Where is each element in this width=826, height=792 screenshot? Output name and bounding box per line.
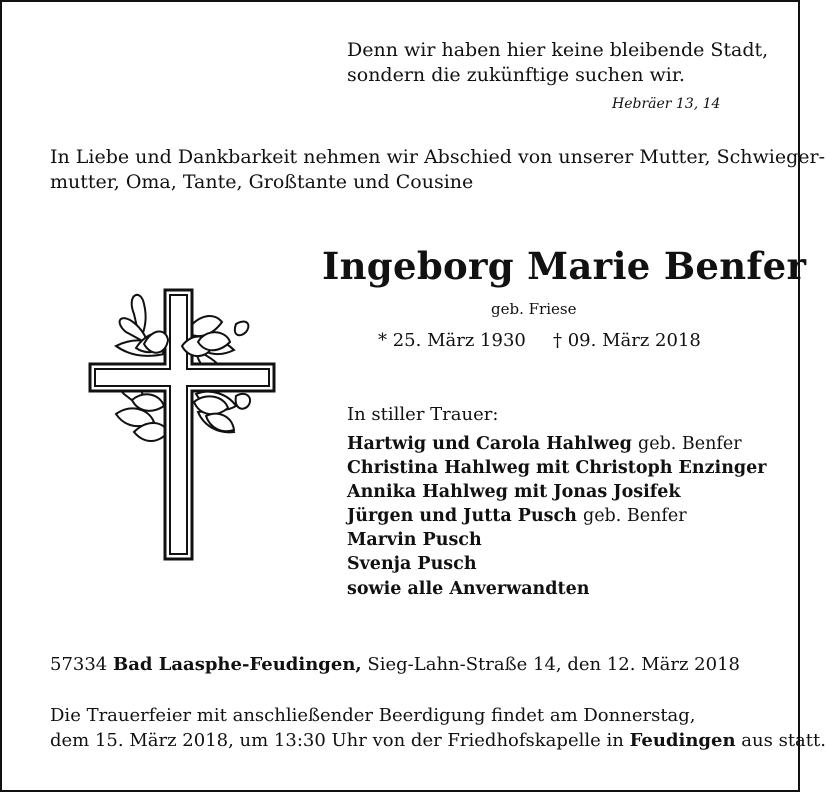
bible-verse — [347, 38, 768, 88]
funeral-place: Feudingen — [629, 730, 736, 751]
mourner-entry — [347, 458, 767, 478]
mourner-entry — [347, 579, 589, 599]
mourner-name: Annika Hahlweg mit Jonas Josifek — [347, 482, 681, 502]
mourner-note: geb. Benfer — [638, 434, 742, 454]
funeral-info — [50, 703, 826, 753]
funeral-line-2 — [50, 728, 826, 753]
birth-date: * 25. März 1930 — [378, 330, 526, 351]
mourner-entry — [347, 554, 477, 574]
address-line — [50, 654, 740, 675]
verse-source: Hebräer 13, 14 — [612, 96, 721, 112]
mourners-heading: In stiller Trauer: — [347, 404, 499, 425]
funeral-line-2-pre: dem 15. März 2018, um 13:30 Uhr von der Friedhofskapelle in — [50, 730, 624, 751]
intro-text — [50, 145, 825, 195]
mourner-name: Svenja Pusch — [347, 554, 477, 574]
maiden-name: geb. Friese — [491, 300, 577, 318]
mourner-name: Marvin Pusch — [347, 530, 482, 550]
mourner-entry — [347, 482, 681, 502]
mourner-name: Christina Hahlweg mit Christoph Enzinger — [347, 458, 767, 478]
intro-line-2: mutter, Oma, Tante, Großtante und Cousine — [50, 171, 474, 193]
funeral-line-1: Die Trauerfeier mit anschließender Beerdigung findet am Donnerstag, — [50, 705, 696, 726]
intro-line-1: In Liebe und Dankbarkeit nehmen wir Abschied von unserer Mutter, Schwieger- — [50, 146, 826, 168]
address-zip: 57334 — [50, 654, 108, 675]
mourner-name: sowie alle Anverwandten — [347, 579, 590, 599]
verse-line-2: sondern die zukünftige suchen wir. — [347, 64, 685, 86]
mourner-name: Jürgen und Jutta Pusch — [347, 506, 577, 526]
mourner-entry — [347, 506, 687, 526]
mourner-note: geb. Benfer — [583, 506, 687, 526]
death-date: † 09. März 2018 — [553, 330, 701, 351]
deceased-name: Ingeborg Marie Benfer — [322, 244, 807, 288]
address-town: Bad Laasphe-Feudingen, — [113, 654, 362, 675]
mourner-name: Hartwig und Carola Hahlweg — [347, 434, 632, 454]
funeral-line-2-post: aus statt. — [741, 730, 826, 751]
mourner-entry — [347, 434, 742, 454]
address-street-date: Sieg-Lahn-Straße 14, den 12. März 2018 — [367, 654, 740, 675]
verse-line-1: Denn wir haben hier keine bleibende Stadt, — [347, 39, 769, 61]
cross-with-lilies-icon — [86, 284, 278, 564]
mourner-entry — [347, 530, 482, 550]
